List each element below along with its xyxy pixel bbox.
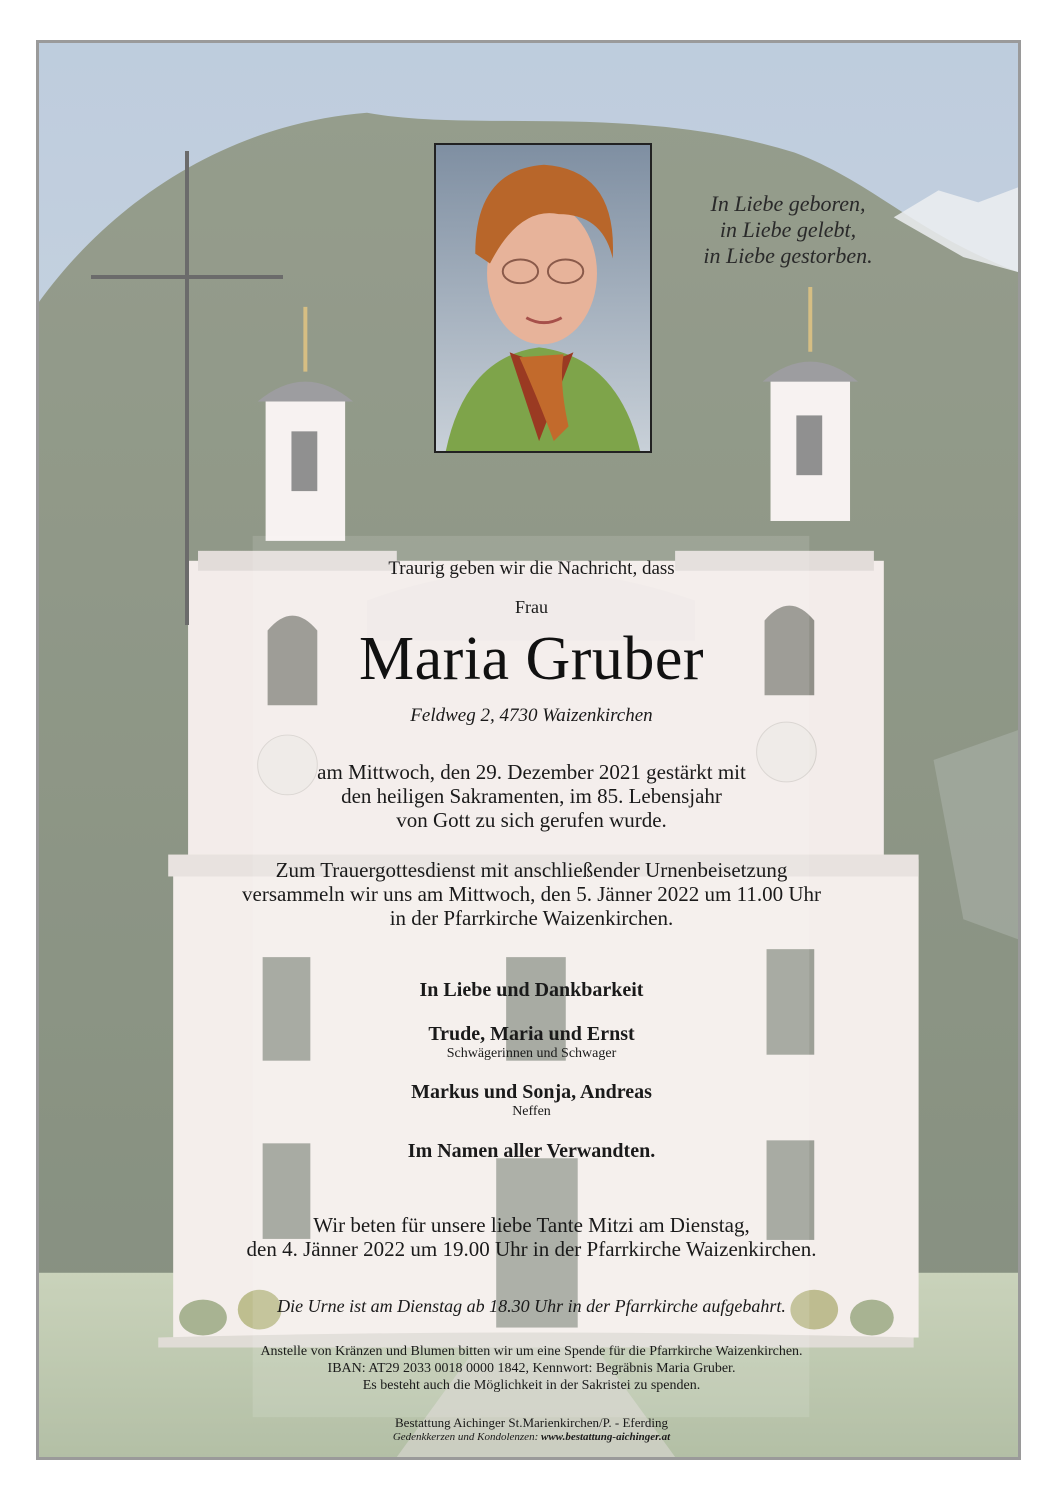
service-info	[39, 858, 1021, 930]
mourner-names: Markus und Sonja, Andreas	[411, 1081, 652, 1103]
quote-line: in Liebe gelebt,	[719, 217, 857, 242]
undertaker-name: Bestattung Aichinger St.Marienkirchen/P. - Eferding	[395, 1415, 668, 1430]
condolence-line	[39, 1431, 1021, 1443]
prayer-info	[39, 1213, 1021, 1261]
service-line: in der Pfarrkirche Waizenkirchen.	[389, 906, 674, 930]
donation-line: IBAN: AT29 2033 0018 0000 1842, Kennwort: Begräbnis Maria Gruber.	[327, 1361, 736, 1376]
death-notice-line: am Mittwoch, den 29. Dezember 2021 gestärkt mit	[317, 760, 746, 784]
mourners-title: In Liebe und Dankbarkeit	[419, 979, 644, 1001]
salutation: Frau	[515, 597, 548, 617]
mourner-relation: Schwägerinnen und Schwager	[446, 1046, 617, 1061]
quote-line: in Liebe gestorben.	[703, 243, 873, 268]
death-notice	[39, 760, 1021, 832]
service-line: versammeln wir uns am Mittwoch, den 5. Jänner 2022 um 11.00 Uhr	[242, 882, 821, 906]
death-notice-line: den heiligen Sakramenten, im 85. Lebensjahr	[341, 784, 722, 808]
donation-info	[39, 1343, 1021, 1394]
prayer-line: Wir beten für unsere liebe Tante Mitzi am Dienstag,	[313, 1213, 750, 1237]
website-link[interactable]: www.bestattung-aichinger.at	[540, 1431, 671, 1443]
service-line: Zum Trauergottesdienst mit anschließender Urnenbeisetzung	[275, 858, 788, 882]
deceased-address: Feldweg 2, 4730 Waizenkirchen	[410, 705, 653, 726]
quote-line: In Liebe geboren,	[710, 191, 866, 216]
donation-line: Anstelle von Kränzen und Blumen bitten wir um eine Spende für die Pfarrkirche Waizenkirchen.	[260, 1344, 803, 1359]
mourner-names: Trude, Maria und Ernst	[428, 1023, 635, 1045]
death-notice-line: von Gott zu sich gerufen wurde.	[396, 808, 667, 832]
obituary-text	[39, 43, 1021, 1460]
deceased-name: Maria Gruber	[358, 625, 705, 693]
donation-line: Es besteht auch die Möglichkeit in der Sakristei zu spenden.	[362, 1378, 701, 1393]
intro-text: Traurig geben wir die Nachricht, dass	[388, 558, 675, 579]
urn-notice: Die Urne ist am Dienstag ab 18.30 Uhr in der Pfarrkirche aufgebahrt.	[277, 1296, 786, 1316]
mourner-relation: Neffen	[512, 1104, 551, 1119]
condolence-label: Gedenkkerzen und Kondolenzen:	[392, 1431, 539, 1443]
obituary-frame	[36, 40, 1021, 1460]
prayer-line: den 4. Jänner 2022 um 19.00 Uhr in der Pfarrkirche Waizenkirchen.	[246, 1237, 817, 1261]
mourners-closing: Im Namen aller Verwandten.	[407, 1140, 656, 1162]
